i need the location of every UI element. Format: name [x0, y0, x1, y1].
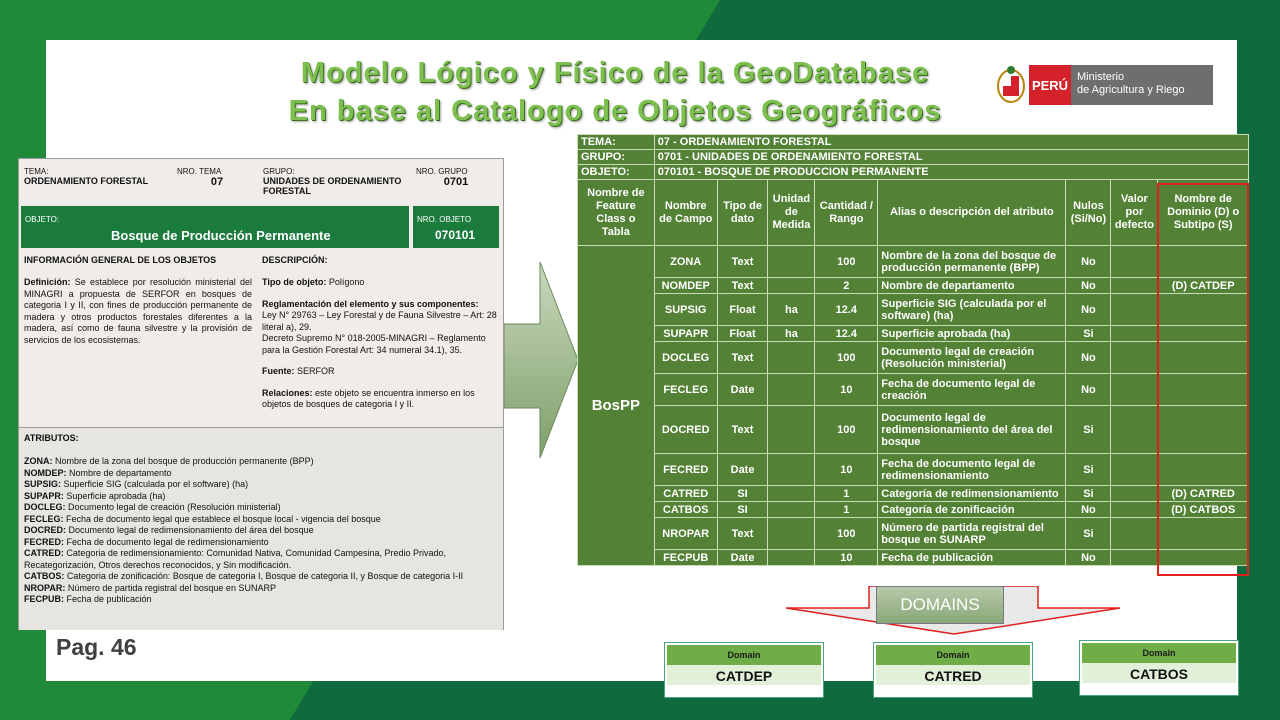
atributo-item: ZONA: Nombre de la zona del bosque de producción permanente (BPP): [24, 456, 314, 466]
table-cell: (D) CATRED: [1158, 486, 1249, 502]
catalog-card: [18, 158, 504, 630]
table-cell: [768, 246, 815, 278]
info-general: INFORMACIÓN GENERAL DE LOS OBJETOS Definición: Se establece por resolución ministerial del MINAGRI a propuesta de SERFOR en bosques de categoria I y II, con fines de producción permanente de madera y otros productos forestales diferentes a la madera, así como de fauna silvestre y la provisión de servicios de los ecosistemas.: [24, 255, 252, 345]
table-cell: CATBOS: [654, 502, 717, 518]
grupo-block: GRUPO: UNIDADES DE ORDENAMIENTO FORESTAL: [263, 167, 402, 196]
table-cell: Text: [717, 342, 768, 374]
atributo-item: SUPAPR: Superficie aprobada (ha): [24, 490, 166, 501]
table-row: [578, 374, 1249, 406]
table-cell: DOCRED: [654, 406, 717, 454]
table-row: [578, 342, 1249, 374]
table-cell: Date: [717, 550, 768, 566]
tema-block: TEMA: ORDENAMIENTO FORESTAL: [24, 167, 149, 186]
table-meta-tema: TEMA: 07 - ORDENAMIENTO FORESTAL: [578, 135, 1249, 150]
table-cell: [1158, 326, 1249, 342]
table-cell: FECPUB: [654, 550, 717, 566]
table-cell: Categoría de redimensionamiento: [878, 486, 1066, 502]
domain-card-catdep[interactable]: Domain CATDEP: [664, 642, 824, 698]
table-cell: 10: [815, 550, 878, 566]
table-cell: [1158, 246, 1249, 278]
table-cell: Si: [1066, 486, 1111, 502]
table-cell: Text: [717, 278, 768, 294]
table-cell: 100: [815, 406, 878, 454]
table-cell: No: [1066, 374, 1111, 406]
table-cell: Fecha de publicación: [878, 550, 1066, 566]
atributo-item: NOMDEP: Nombre de departamento: [24, 467, 172, 478]
table-cell: Text: [717, 518, 768, 550]
table-row: [578, 502, 1249, 518]
table-cell: [1111, 374, 1158, 406]
table-cell: No: [1066, 294, 1111, 326]
table-cell: No: [1066, 342, 1111, 374]
table-cell: Float: [717, 294, 768, 326]
table-cell: [1111, 294, 1158, 326]
atributo-item: SUPSIG: Superficie SIG (calculada por el software) (ha): [24, 479, 249, 489]
table-cell: [768, 374, 815, 406]
domains-button[interactable]: DOMAINS: [876, 586, 1004, 624]
table-cell: [768, 486, 815, 502]
table-cell: Superficie aprobada (ha): [878, 326, 1066, 342]
table-cell: Si: [1066, 518, 1111, 550]
table-cell: [768, 342, 815, 374]
title-line-1: Modelo Lógico y Físico de la GeoDatabase: [300, 57, 930, 89]
table-cell: 1: [815, 486, 878, 502]
table-cell: No: [1066, 246, 1111, 278]
table-cell: SI: [717, 486, 768, 502]
table-cell: SUPSIG: [654, 294, 717, 326]
table-cell: [768, 454, 815, 486]
table-cell: [1158, 454, 1249, 486]
table-cell: Número de partida registral del bosque en SUNARP: [878, 518, 1066, 550]
table-row: [578, 294, 1249, 326]
feature-class-cell: BosPP: [578, 246, 655, 566]
domain-card-catbos[interactable]: Domain CATBOS: [1079, 640, 1239, 696]
table-cell: 100: [815, 246, 878, 278]
descripcion: DESCRIPCIÓN: Tipo de objeto: Polígono Reglamentación del elemento y sus componentes: Ley N° 29763 – Ley Forestal y de Fauna Silvestre – Art: 28 literal a), 29. Decreto Supremo N° 018-2005-MINAGRI – Reglamento para la Gestión Forestal Art: 34 numeral 34.1), 35. Fuente: SERFOR Relaciones: este objeto se encuentra inmerso en los objetos de bosques de categoria I y II.: [262, 255, 497, 409]
table-cell: FECRED: [654, 454, 717, 486]
table-cell: Si: [1066, 454, 1111, 486]
table-cell: (D) CATBOS: [1158, 502, 1249, 518]
peru-label: PERÚ: [1029, 65, 1071, 105]
table-cell: [1158, 294, 1249, 326]
atributos-section: ATRIBUTOS: ZONA: Nombre de la zona del bosque de producción permanente (BPP) NOMDEP: Nombre de departamento SUPSIG: Superficie SIG (calculada por el software) (ha) SUPAPR: Superficie aprobada (ha) DOCLEG: Documento legal de creación (Resolución ministerial) FECLEG: Fecha de documento legal que establece el bosque local - vigencia del bosque DOCRED: Documento legal de redimensionamiento del área del bosque FECRED: Fecha de documento legal de redimensionamiento CATRED: Categoria de redimensionamiento: Comunidad Nativa, Comunidad Campesina, Predio Privado, Recategorización, Otros derechos reconocidos, y Sin modificación. CATBOS: Categoria de zonificación: Bosque de categoria I, Bosque de categoria II, y Bosque de categoria I-II NROPAR: Número de partida registral del bosque en SUNARP FECPUB: Fecha de publicación: [19, 427, 503, 630]
table-cell: Nombre de la zona del bosque de producción permanente (BPP): [878, 246, 1066, 278]
table-cell: 12.4: [815, 294, 878, 326]
table-cell: SUPAPR: [654, 326, 717, 342]
table-cell: CATRED: [654, 486, 717, 502]
atributo-item: FECLEG: Fecha de documento legal que establece el bosque local - vigencia del bosque: [24, 513, 381, 524]
table-cell: No: [1066, 502, 1111, 518]
table-row: [578, 246, 1249, 278]
atributo-item: DOCRED: Documento legal de redimensionamiento del área del bosque: [24, 525, 314, 535]
atributo-item: DOCLEG: Documento legal de creación (Resolución ministerial): [24, 502, 281, 512]
table-row: [578, 486, 1249, 502]
table-cell: [1111, 326, 1158, 342]
title-line-2: En base al Catalogo de Objetos Geográficos: [288, 95, 942, 127]
table-cell: 1: [815, 502, 878, 518]
table-cell: [1111, 454, 1158, 486]
table-cell: Nombre de departamento: [878, 278, 1066, 294]
atributo-item: FECPUB: Fecha de publicación: [24, 594, 152, 604]
table-cell: Date: [717, 454, 768, 486]
table-cell: [1111, 246, 1158, 278]
table-row: [578, 278, 1249, 294]
table-cell: [1158, 342, 1249, 374]
table-cell: FECLEG: [654, 374, 717, 406]
table-cell: [768, 278, 815, 294]
atributo-item: FECRED: Fecha de documento legal de redimensionamiento: [24, 536, 269, 547]
table-cell: ZONA: [654, 246, 717, 278]
table-cell: (D) CATDEP: [1158, 278, 1249, 294]
table-cell: [1111, 342, 1158, 374]
table-cell: Categoría de zonificación: [878, 502, 1066, 518]
table-cell: 100: [815, 342, 878, 374]
table-cell: ha: [768, 294, 815, 326]
table-cell: [1111, 486, 1158, 502]
table-cell: No: [1066, 278, 1111, 294]
table-header-row: Nombre de Feature Class o Tabla Nombre de Campo Tipo de dato Unidad de Medida Cantidad / Rango Alias o descripción del atributo Nulos (Si/No) Valor por defecto Nombre de Dominio (D) o Subtipo (S): [578, 180, 1249, 246]
table-cell: [768, 406, 815, 454]
table-row: [578, 550, 1249, 566]
nro-tema-block: NRO. TEMA 07: [177, 167, 224, 188]
table-cell: 10: [815, 374, 878, 406]
page-number: Pag. 46: [56, 634, 137, 660]
table-cell: [768, 502, 815, 518]
table-cell: NROPAR: [654, 518, 717, 550]
table-cell: Fecha de documento legal de redimensionamiento: [878, 454, 1066, 486]
atributo-item: CATRED: Categoria de redimensionamiento: Comunidad Nativa, Comunidad Campesina, Predio Privado, Recategorización, Otros derechos reconocidos, y Sin modificación.: [24, 548, 447, 570]
objeto-bar: OBJETO: Bosque de Producción Permanente: [21, 206, 409, 248]
table-cell: SI: [717, 502, 768, 518]
ministry-name: Ministerio de Agricultura y Riego: [1071, 65, 1213, 105]
table-cell: Float: [717, 326, 768, 342]
atributo-item: NROPAR: Número de partida registral del bosque en SUNARP: [24, 582, 276, 593]
table-cell: [768, 550, 815, 566]
table-cell: NOMDEP: [654, 278, 717, 294]
table-row: [578, 406, 1249, 454]
table-row: [578, 326, 1249, 342]
table-cell: 100: [815, 518, 878, 550]
table-cell: [1158, 518, 1249, 550]
table-cell: [1111, 406, 1158, 454]
table-cell: Text: [717, 406, 768, 454]
table-row: [578, 454, 1249, 486]
table-cell: Text: [717, 246, 768, 278]
table-cell: [1158, 374, 1249, 406]
table-cell: Fecha de documento legal de creación: [878, 374, 1066, 406]
table-cell: DOCLEG: [654, 342, 717, 374]
table-cell: Si: [1066, 326, 1111, 342]
table-cell: Si: [1066, 406, 1111, 454]
table-cell: [1111, 550, 1158, 566]
atributos-list: [24, 456, 494, 606]
attribute-table: [577, 134, 1249, 566]
ministry-logo: [995, 64, 1213, 108]
table-cell: [1111, 518, 1158, 550]
table-cell: [1111, 502, 1158, 518]
table-cell: Date: [717, 374, 768, 406]
table-cell: Superficie SIG (calculada por el software) (ha): [878, 294, 1066, 326]
domain-card-catred[interactable]: Domain CATRED: [873, 642, 1033, 698]
table-cell: [768, 518, 815, 550]
table-cell: 2: [815, 278, 878, 294]
table-cell: Documento legal de redimensionamiento del área del bosque: [878, 406, 1066, 454]
table-meta-grupo: GRUPO: 0701 - UNIDADES DE ORDENAMIENTO FORESTAL: [578, 150, 1249, 165]
atributo-item: CATBOS: Categoria de zonificación: Bosque de categoria I, Bosque de categoria II, y Bosque de categoria I-II: [24, 571, 464, 581]
table-row: [578, 518, 1249, 550]
table-cell: Documento legal de creación (Resolución ministerial): [878, 342, 1066, 374]
slide-title: [200, 54, 1030, 130]
right-arrow-icon: [504, 262, 580, 458]
table-cell: No: [1066, 550, 1111, 566]
nro-objeto-bar: NRO. OBJETO 070101: [413, 206, 499, 248]
table-cell: [1158, 406, 1249, 454]
table-cell: 12.4: [815, 326, 878, 342]
table-cell: ha: [768, 326, 815, 342]
nro-grupo-block: NRO. GRUPO 0701: [416, 167, 469, 188]
table-cell: 10: [815, 454, 878, 486]
table-meta-objeto: OBJETO: 070101 - BOSQUE DE PRODUCCION PERMANENTE: [578, 165, 1249, 180]
table-cell: [1158, 550, 1249, 566]
table-cell: [1111, 278, 1158, 294]
coat-of-arms-icon: [995, 64, 1027, 106]
